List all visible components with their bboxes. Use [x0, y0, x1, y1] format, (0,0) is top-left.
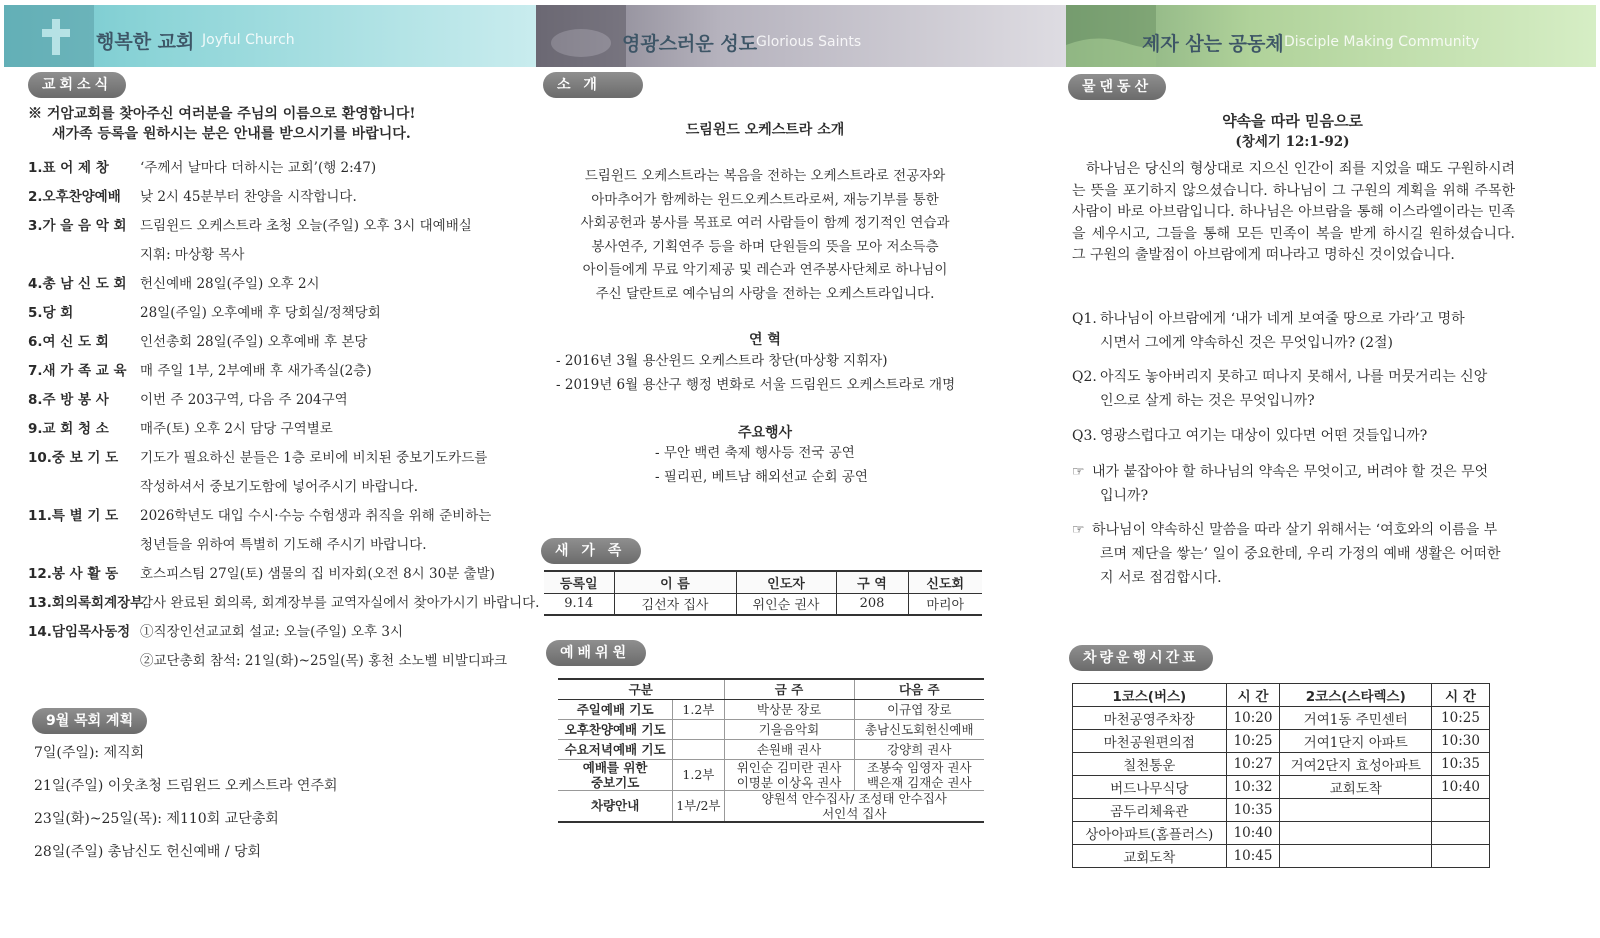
- intro-body: [540, 165, 990, 306]
- notice-item: [28, 357, 372, 386]
- table-cell: 예배를 위한 중보기도: [558, 759, 673, 790]
- table-cell: 10:45: [1226, 845, 1280, 868]
- notice-key: 2.오후찬양예배: [28, 189, 121, 205]
- column-header: 금 주: [724, 679, 854, 699]
- event-line: - 필리핀, 베트남 해외선교 순회 공연: [655, 469, 868, 485]
- intro-line: 봉사연주, 기획연주 등을 하며 단원들의 뜻을 모아 저소득층: [591, 238, 939, 255]
- notice-item: [28, 531, 427, 560]
- table-cell: 마리아: [908, 593, 982, 615]
- header-subtitle: Joyful Church: [202, 32, 295, 48]
- column-header: 2코스(스타렉스): [1280, 684, 1432, 707]
- intro-line: 드림윈드 오케스트라는 복음을 전하는 오케스트라로 전공자와: [584, 168, 946, 184]
- table-cell: [1432, 822, 1490, 845]
- header-title: 제자 삼는 공동체: [1142, 33, 1284, 55]
- intro-title: 드림윈드 오케스트라 소개: [685, 122, 845, 138]
- notice-value: 2026학년도 대입 수시·수능 수험생과 취직을 위해 준비하는: [140, 508, 492, 524]
- notice-item: [28, 444, 487, 473]
- notice-key: 11.특 별 기 도: [28, 508, 119, 524]
- header-subtitle: Disciple Making Community: [1284, 34, 1480, 50]
- question-label: Q1.: [1072, 311, 1097, 327]
- table-cell: 거여1동 주민센터: [1280, 707, 1432, 730]
- table-cell: 마천공원편의점: [1073, 730, 1227, 753]
- notice-item: [28, 560, 495, 589]
- table-cell: 10:30: [1432, 730, 1490, 753]
- question-item: [1072, 518, 1517, 590]
- table-header-row: [1073, 684, 1490, 707]
- notice-value: 낮 2시 45분부터 찬양을 시작합니다.: [140, 189, 357, 205]
- header-disciple-making: [1066, 5, 1596, 67]
- plan-item: 28일(주일) 총남신도 헌신예배 / 당회: [34, 844, 262, 860]
- new-family-table: [544, 570, 982, 616]
- intro-line: 주신 달란트로 예수님의 사랑을 전하는 오케스트라입니다.: [595, 285, 935, 302]
- table-cell: [1280, 822, 1432, 845]
- question-line: 아직도 놓아버리지 못하고 떠나지 못해서, 나를 머뭇거리는 신앙: [1100, 369, 1488, 385]
- notice-item: [28, 241, 244, 270]
- notice-key: 7.새 가 족 교 육: [28, 363, 127, 379]
- table-cell: 양원석 안수집사/ 조성태 안수집사 서인석 집사: [724, 790, 984, 822]
- question-line: 영광스럽다고 여기는 대상이 있다면 어떤 것들입니까?: [1100, 428, 1428, 444]
- table-row: [558, 739, 984, 759]
- table-cell: 위인순 권사: [736, 593, 836, 615]
- section-pastoral-plan: 9월 목회 계획: [32, 708, 147, 734]
- table-row: [1073, 730, 1490, 753]
- table-row: [558, 790, 984, 822]
- notice-key: 8.주 방 봉 사: [28, 392, 109, 408]
- header-title: 행복한 교회: [96, 31, 195, 53]
- question-line: 르며 제단을 쌓는’ 일이 중요한데, 우리 가정의 예배 생활은 어떠한: [1100, 546, 1501, 562]
- header-title: 영광스러운 성도: [622, 33, 758, 55]
- table-cell: 10:25: [1432, 707, 1490, 730]
- question-line: 하나님이 약속하신 말씀을 따라 살기 위해서는 ‘여호와의 이름을 부: [1092, 522, 1498, 538]
- notice-key: 4.총 남 신 도 회: [28, 276, 127, 292]
- notice-value: 28일(주일) 오후예배 후 당회실/정책당회: [140, 305, 381, 321]
- notice-item: [28, 415, 333, 444]
- notice-item: [28, 154, 376, 183]
- notice-item: [28, 328, 367, 357]
- header-glorious-saints: [536, 5, 1066, 67]
- plan-item: 7일(주일): 제직회: [34, 745, 145, 761]
- history-line: - 2019년 6월 용산구 행정 변화로 서울 드림윈드 오케스트라로 개명: [556, 377, 956, 393]
- question-label: ☞: [1072, 464, 1085, 480]
- section-intro: 소 개: [543, 72, 643, 98]
- worship-committee-table: [558, 678, 984, 823]
- notice-value: 이번 주 203구역, 다음 주 204구역: [140, 392, 348, 408]
- table-cell: 10:20: [1226, 707, 1280, 730]
- table-cell: 10:35: [1432, 753, 1490, 776]
- table-cell: [673, 719, 724, 739]
- intro-line: 아이들에게 무료 악기제공 및 레슨과 연주봉사단체로 하나님이: [582, 262, 948, 278]
- table-cell: 10:27: [1226, 753, 1280, 776]
- notice-value: 감사 완료된 회의록, 회계장부를 교역자실에서 찾아가시기 바랍니다.: [140, 595, 540, 611]
- notice-item: [28, 183, 357, 212]
- notice-item: [28, 589, 539, 618]
- table-header-row: [558, 679, 984, 699]
- event-line: - 무안 백련 축제 행사등 전국 공연: [655, 445, 855, 461]
- notice-item: [28, 212, 472, 241]
- question-label: Q2.: [1072, 369, 1097, 385]
- notice-item: [28, 270, 320, 299]
- table-cell: 이규엽 장로: [854, 699, 984, 719]
- table-header-row: [544, 571, 982, 593]
- table-cell: 김선자 집사: [614, 593, 736, 615]
- table-cell: 마천공영주차장: [1073, 707, 1227, 730]
- table-cell: 주일예배 기도: [558, 699, 673, 719]
- devotion-reference: (창세기 12:1-92): [1235, 134, 1350, 150]
- header-joyful-church: [4, 5, 536, 67]
- notice-value: ‘주께서 날마다 더하시는 교회’(행 2:47): [140, 160, 377, 176]
- notice-key: 10.중 보 기 도: [28, 450, 119, 466]
- notice-key: 3.가 을 음 악 회: [28, 218, 127, 234]
- table-cell: 총남신도회헌신예배: [854, 719, 984, 739]
- plan-item: 23일(화)~25일(목): 제110회 교단총회: [34, 811, 279, 827]
- notice-value: 기도가 필요하신 분들은 1층 로비에 비치된 중보기도카드를: [140, 450, 488, 466]
- table-cell: 칠천통운: [1073, 753, 1227, 776]
- table-cell: 교회도착: [1280, 776, 1432, 799]
- table-cell: 10:35: [1226, 799, 1280, 822]
- table-row: [558, 719, 984, 739]
- notice-value: 작성하셔서 중보기도함에 넣어주시기 바랍니다.: [140, 479, 418, 495]
- notice-item: [28, 618, 403, 647]
- section-worship-committee: 예배위원: [546, 640, 646, 666]
- table-cell: 위인순 김미란 권사 이명분 이상옥 권사: [724, 759, 854, 790]
- notice-key: 13.회의록회계장부: [28, 595, 144, 611]
- notice-key: 9.교 회 청 소: [28, 421, 109, 437]
- table-row: [544, 593, 982, 615]
- notice-value: 헌신예배 28일(주일) 오후 2시: [140, 276, 320, 292]
- table-cell: 오후찬양예배 기도: [558, 719, 673, 739]
- table-row: [1073, 845, 1490, 868]
- notice-key: 5.당 회: [28, 305, 74, 321]
- table-cell: 10:25: [1226, 730, 1280, 753]
- question-line: 시면서 그에게 약속하신 것은 무엇입니까? (2절): [1100, 335, 1394, 351]
- devotion-body: 하나님은 당신의 형상대로 지으신 인간이 죄를 지었을 때도 구원하시려는 뜻을 포기하지 않으셨습니다. 하나님이 그 구원의 계획을 위해 주목한 사람이 바로 아브람입니다. 하나님은 아브람을 통해 이스라엘이라는 민족을 세우시고, 그들을 통해 모든 민족이 복을 받게 하시길 원하셨습니다. 그 구원의 출발점이 아브람에게 떠나라고 명하신 것이었습니다.: [1072, 161, 1515, 263]
- notice-value: ②교단총회 참석: 21일(화)~25일(목) 홍천 소노벨 비발디파크: [140, 653, 508, 669]
- table-cell: 손원배 권사: [724, 739, 854, 759]
- table-cell: 10:40: [1226, 822, 1280, 845]
- hands-icon: [536, 5, 626, 67]
- table-row: [1073, 707, 1490, 730]
- notice-key: 6.여 신 도 회: [28, 334, 109, 350]
- table-cell: 기을음악회: [724, 719, 854, 739]
- table-cell: 1부/2부: [673, 790, 724, 822]
- table-row: [1073, 753, 1490, 776]
- column-header: 등록일: [544, 571, 614, 593]
- plan-item: 21일(주일) 이웃초청 드림윈드 오케스트라 연주회: [34, 778, 338, 794]
- table-cell: 거여2단지 효성아파트: [1280, 753, 1432, 776]
- column-header: 시 간: [1226, 684, 1280, 707]
- section-new-family: 새 가 족: [541, 538, 641, 564]
- table-cell: 10:40: [1432, 776, 1490, 799]
- table-row: [558, 699, 984, 719]
- notice-value: 지휘: 마상황 목사: [140, 247, 245, 263]
- table-cell: 버드나무식당: [1073, 776, 1227, 799]
- table-cell: 강양희 권사: [854, 739, 984, 759]
- table-cell: 차량안내: [558, 790, 673, 822]
- table-row: [1073, 776, 1490, 799]
- intro-line: 아마추어가 함께하는 윈드오케스트라로써, 재능기부를 통한: [591, 191, 939, 208]
- table-cell: 1.2부: [673, 699, 724, 719]
- welcome-line-2: 새가족 등록을 원하시는 분은 안내를 받으시기를 바랍니다.: [52, 126, 411, 142]
- table-cell: 박상문 장로: [724, 699, 854, 719]
- section-watered-garden: 물댄동산: [1068, 74, 1166, 100]
- notice-value: 인선총회 28일(주일) 오후예배 후 본당: [140, 334, 368, 350]
- table-cell: [1280, 799, 1432, 822]
- devotion-title: 약속을 따라 믿음으로: [1222, 112, 1363, 130]
- table-cell: 9.14: [544, 593, 614, 615]
- history-line: - 2016년 3월 용산윈드 오케스트라 창단(마상황 지휘자): [556, 353, 888, 369]
- table-row: [1073, 799, 1490, 822]
- column-header: 구분: [558, 679, 724, 699]
- column-header: 신도회: [908, 571, 982, 593]
- notice-item: [28, 299, 381, 328]
- notice-value: 매 주일 1부, 2부예배 후 새가족실(2층): [140, 363, 372, 379]
- table-cell: [673, 739, 724, 759]
- table-cell: 교회도착: [1073, 845, 1227, 868]
- table-cell: 상아아파트(홈플러스): [1073, 822, 1227, 845]
- question-item: [1072, 365, 1517, 413]
- events-title: 주요행사: [737, 425, 793, 441]
- column-header: 다음 주: [854, 679, 984, 699]
- section-church-news: 교회소식: [28, 72, 126, 98]
- table-cell: 조봉숙 임영자 권사 백은재 김재순 권사: [854, 759, 984, 790]
- notice-item: [28, 386, 348, 415]
- question-line: 지 서로 점검합시다.: [1100, 570, 1222, 586]
- question-line: 입니까?: [1100, 488, 1149, 504]
- column-header: 이 름: [614, 571, 736, 593]
- question-line: 내가 붙잡아야 할 하나님의 약속은 무엇이고, 버려야 할 것은 무엇: [1092, 464, 1489, 480]
- notice-item: [28, 647, 507, 676]
- column-header: 인도자: [736, 571, 836, 593]
- bus-schedule-table: [1072, 683, 1490, 868]
- table-cell: [1280, 845, 1432, 868]
- notice-value: ①직장인선교교회 설교: 오늘(주일) 오후 3시: [140, 624, 403, 640]
- notice-key: 14.담임목사동정: [28, 624, 131, 640]
- question-item: [1072, 424, 1517, 448]
- history-title: 연 혁: [749, 332, 781, 348]
- question-label: ☞: [1072, 522, 1085, 538]
- table-cell: 곰두리체육관: [1073, 799, 1227, 822]
- table-cell: [1432, 845, 1490, 868]
- notice-key: 12.봉 사 활 동: [28, 566, 119, 582]
- welcome-line-1: ※ 거암교회를 찾아주신 여러분을 주님의 이름으로 환영합니다!: [28, 106, 416, 122]
- column-header: 1코스(버스): [1073, 684, 1227, 707]
- cross-icon: [4, 5, 94, 67]
- question-item: [1072, 307, 1517, 355]
- table-cell: 1.2부: [673, 759, 724, 790]
- notice-item: [28, 502, 491, 531]
- question-item: [1072, 460, 1517, 508]
- table-cell: 10:32: [1226, 776, 1280, 799]
- table-cell: [1432, 799, 1490, 822]
- table-cell: 거여1단지 아파트: [1280, 730, 1432, 753]
- question-label: Q3.: [1072, 428, 1097, 444]
- notice-value: 드림윈드 오케스트라 초청 오늘(주일) 오후 3시 대예배실: [140, 218, 472, 234]
- table-row: [558, 759, 984, 790]
- question-line: 하나님이 아브람에게 ‘내가 네게 보여줄 땅으로 가라’고 명하: [1100, 311, 1465, 327]
- notice-item: [28, 473, 418, 502]
- header-subtitle: Glorious Saints: [756, 34, 862, 50]
- question-line: 인으로 살게 하는 것은 무엇입니까?: [1100, 393, 1315, 409]
- notice-key: 1.표 어 제 창: [28, 160, 109, 176]
- table-row: [1073, 822, 1490, 845]
- section-bus-schedule: 차량운행시간표: [1069, 645, 1213, 671]
- table-cell: 208: [836, 593, 908, 615]
- notice-value: 매주(토) 오후 2시 담당 구역별로: [140, 421, 333, 437]
- notice-value: 호스피스팀 27일(토) 샘물의 집 비자회(오전 8시 30분 출발): [140, 566, 495, 582]
- column-header: 시 간: [1432, 684, 1490, 707]
- table-cell: 수요저녁예배 기도: [558, 739, 673, 759]
- intro-line: 사회공헌과 봉사를 목표로 여러 사람들이 함께 정기적인 연습과: [580, 215, 950, 231]
- notice-value: 청년들을 위하여 특별히 기도해 주시기 바랍니다.: [140, 537, 427, 553]
- column-header: 구 역: [836, 571, 908, 593]
